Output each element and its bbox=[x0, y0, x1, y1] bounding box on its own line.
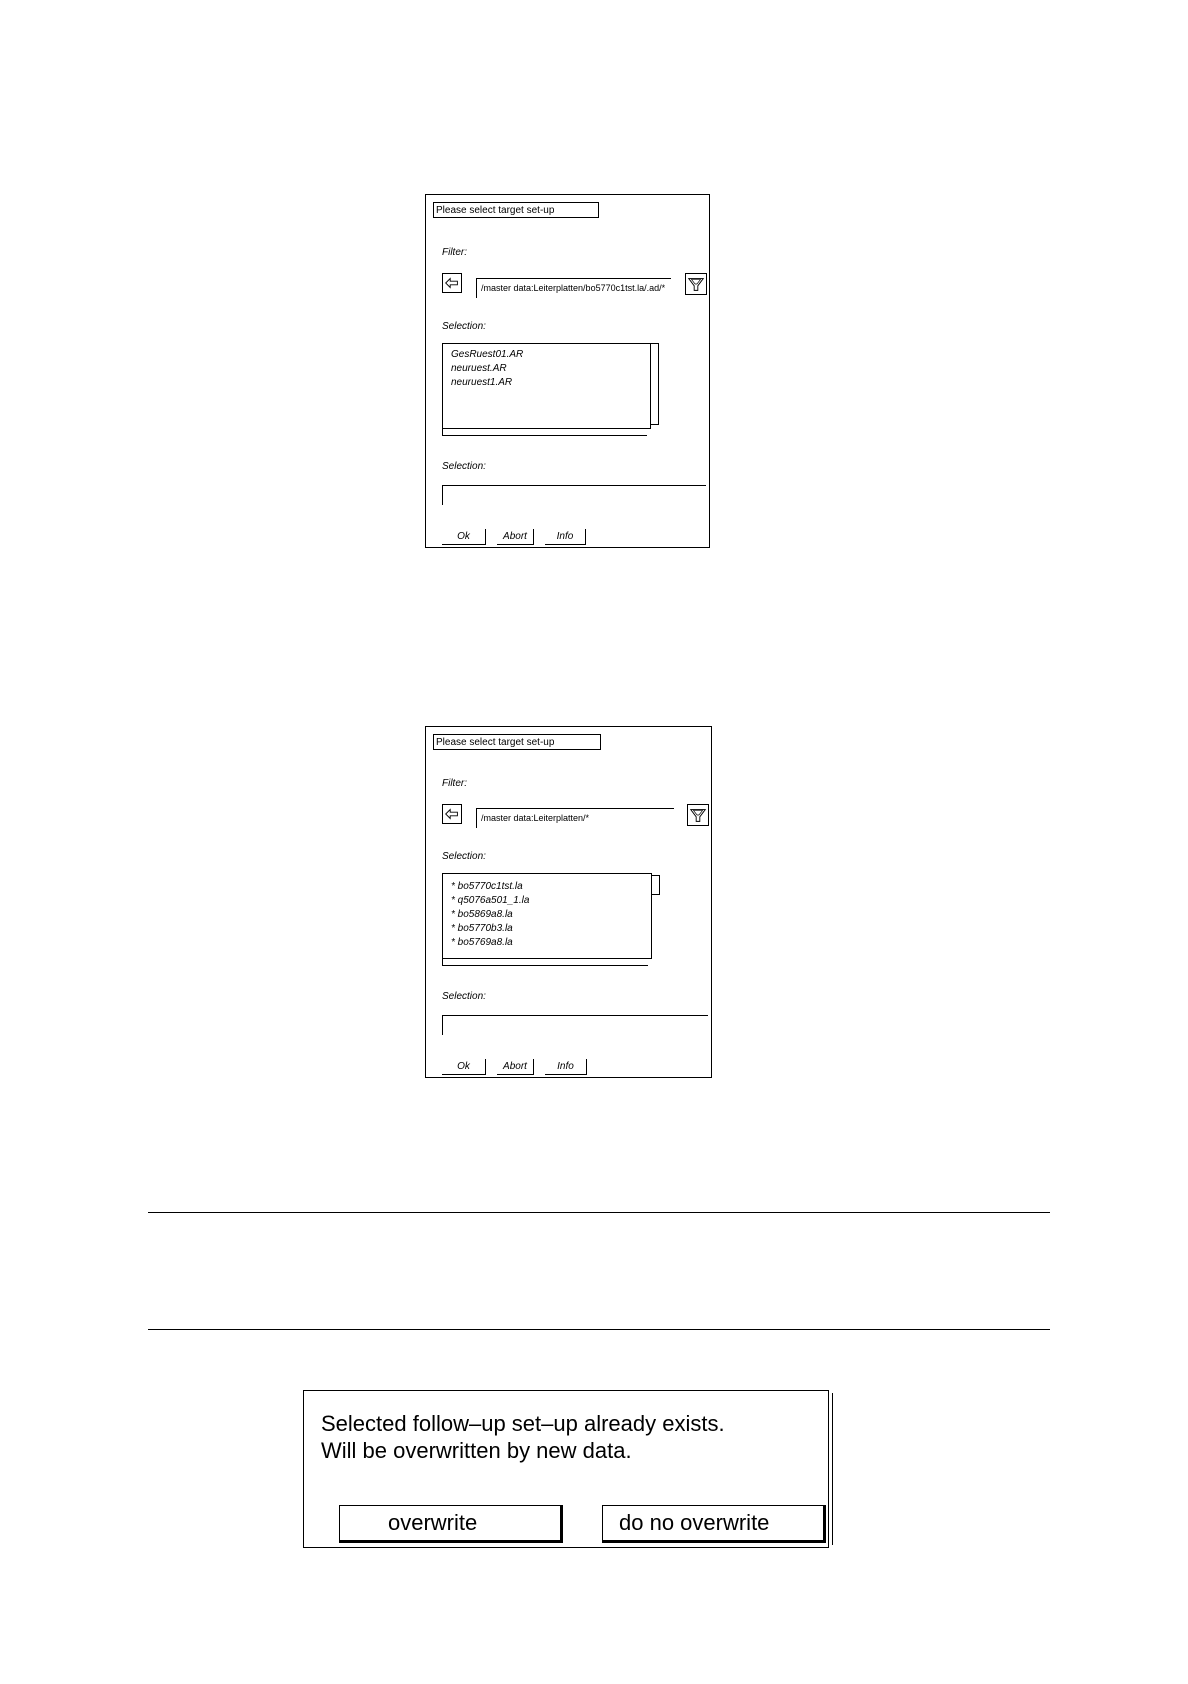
list-item[interactable]: GesRuest01.AR bbox=[451, 349, 524, 360]
back-arrow-icon bbox=[443, 805, 461, 823]
overwrite-button-label: overwrite bbox=[388, 1510, 478, 1535]
vertical-scrollbar[interactable] bbox=[651, 343, 659, 425]
info-button[interactable]: Info bbox=[545, 1059, 587, 1075]
message-line-2: Will be overwritten by new data. bbox=[321, 1438, 632, 1463]
horizontal-scrollbar[interactable] bbox=[442, 959, 648, 966]
selection-input[interactable] bbox=[442, 1015, 708, 1035]
back-arrow-button[interactable] bbox=[442, 273, 462, 293]
info-button[interactable]: Info bbox=[545, 529, 586, 545]
do-not-overwrite-button-label: do no overwrite bbox=[619, 1510, 770, 1535]
filter-label: Filter: bbox=[442, 778, 467, 789]
ok-button[interactable]: Ok bbox=[442, 1059, 486, 1075]
abort-button[interactable]: Abort bbox=[497, 529, 534, 545]
list-item[interactable]: * bo5769a8.la bbox=[451, 937, 513, 948]
selection-input[interactable] bbox=[442, 485, 706, 505]
list-item[interactable]: * bo5770b3.la bbox=[451, 923, 513, 934]
filter-label: Filter: bbox=[442, 247, 467, 258]
divider bbox=[148, 1329, 1050, 1330]
overwrite-button[interactable] bbox=[339, 1505, 563, 1543]
selection-listbox[interactable] bbox=[442, 873, 652, 959]
funnel-filter-icon bbox=[688, 805, 708, 825]
funnel-filter-icon bbox=[686, 274, 706, 294]
vertical-scrollbar[interactable] bbox=[652, 875, 660, 895]
filter-apply-button[interactable] bbox=[685, 273, 707, 295]
select-setup-dialog-2 bbox=[425, 726, 712, 1078]
dialog-title: Please select target set-up bbox=[433, 734, 601, 750]
list-item[interactable]: * bo5869a8.la bbox=[451, 909, 513, 920]
filter-input[interactable]: /master data:Leiterplatten/* bbox=[476, 808, 674, 828]
list-item[interactable]: * q5076a501_1.la bbox=[451, 895, 530, 906]
divider bbox=[148, 1212, 1050, 1213]
list-item[interactable]: * bo5770c1tst.la bbox=[451, 881, 523, 892]
back-arrow-button[interactable] bbox=[442, 804, 462, 824]
selection-listbox[interactable] bbox=[442, 343, 651, 429]
selection-list-label: Selection: bbox=[442, 321, 486, 332]
abort-button[interactable]: Abort bbox=[497, 1059, 534, 1075]
selection-field-label: Selection: bbox=[442, 461, 486, 472]
list-item[interactable]: neuruest.AR bbox=[451, 363, 507, 374]
dialog-title: Please select target set-up bbox=[433, 202, 599, 218]
ok-button[interactable]: Ok bbox=[442, 529, 486, 545]
selection-field-label: Selection: bbox=[442, 991, 486, 1002]
selection-list-label: Selection: bbox=[442, 851, 486, 862]
filter-apply-button[interactable] bbox=[687, 804, 709, 826]
back-arrow-icon bbox=[443, 274, 461, 292]
horizontal-scrollbar[interactable] bbox=[442, 429, 647, 436]
message-line-1: Selected follow–up set–up already exists. bbox=[321, 1411, 725, 1436]
do-not-overwrite-button[interactable] bbox=[602, 1505, 826, 1543]
filter-input[interactable]: /master data:Leiterplatten/bo5770c1tst.la/.ad/* bbox=[476, 278, 671, 298]
list-item[interactable]: neuruest1.AR bbox=[451, 377, 513, 388]
select-setup-dialog-1 bbox=[425, 194, 710, 548]
overwrite-confirm-dialog bbox=[303, 1390, 829, 1548]
